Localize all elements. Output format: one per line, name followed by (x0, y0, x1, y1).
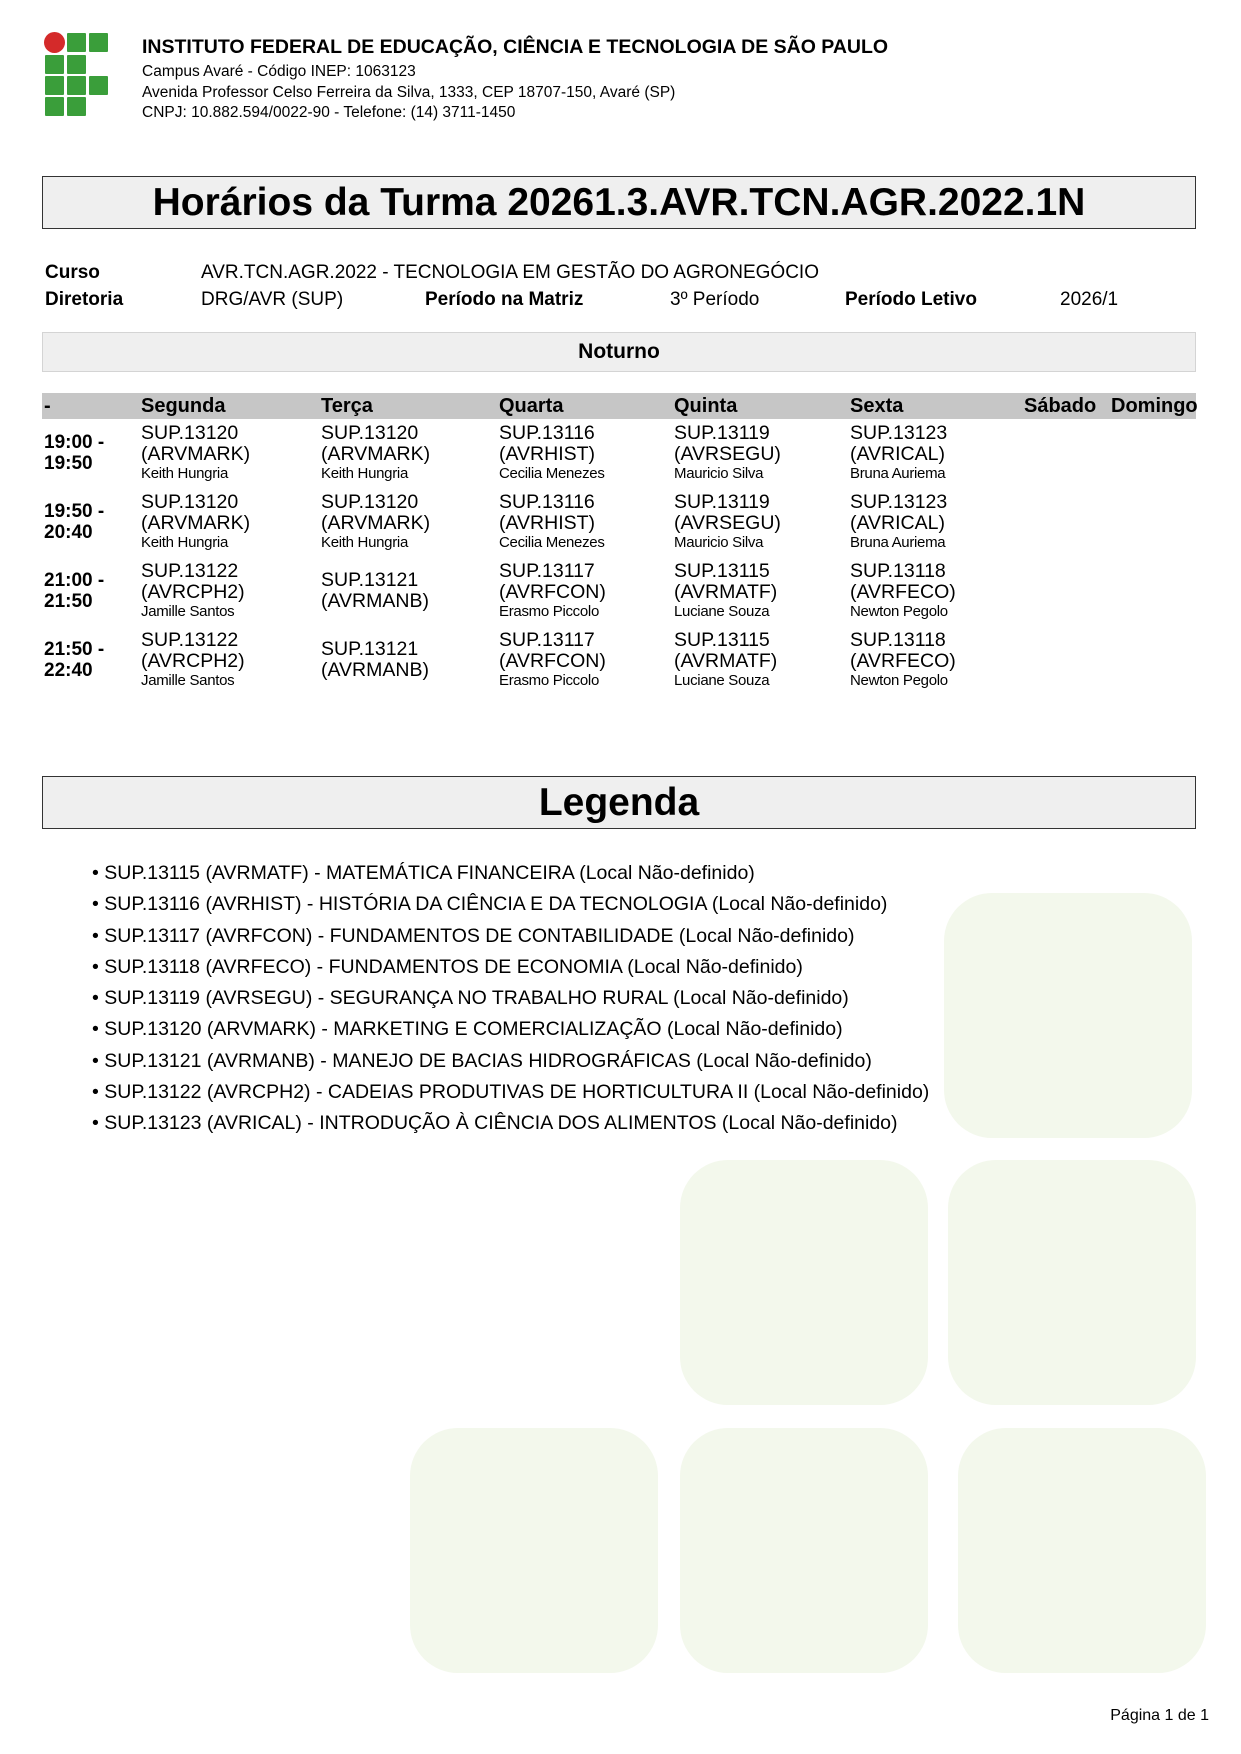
class-teacher: Newton Pegolo (850, 671, 948, 689)
class-teacher: Jamille Santos (141, 671, 235, 689)
page-title: Horários da Turma 20261.3.AVR.TCN.AGR.2022.1N (152, 181, 1086, 224)
class-teacher: Bruna Auriema (850, 533, 946, 551)
class-code: SUP.13117 (499, 628, 595, 651)
class-code: SUP.13115 (674, 559, 770, 582)
diretoria-value: DRG/AVR (SUP) (201, 289, 344, 310)
class-teacher: Erasmo Piccolo (499, 671, 600, 689)
periodo-letivo-value: 2026/1 (1060, 289, 1119, 310)
class-teacher: Keith Hungria (141, 464, 228, 482)
class-code: SUP.13120 (321, 421, 419, 444)
watermark-square (948, 1160, 1196, 1405)
class-code: SUP.13119 (674, 490, 770, 513)
logo-square (45, 97, 64, 116)
class-sigla: (ARVMARK) (321, 442, 431, 465)
logo-square (45, 76, 64, 95)
class-sigla: (ARVMARK) (321, 511, 431, 534)
class-sigla: (AVRSEGU) (674, 442, 781, 465)
header-cell-terca: Terça (319, 393, 497, 419)
class-teacher: Cecilia Menezes (499, 533, 605, 551)
institution-name: INSTITUTO FEDERAL DE EDUCAÇÃO, CIÊNCIA E TECNOLOGIA DE SÃO PAULO (142, 36, 889, 58)
header-cell-time: - (42, 393, 139, 419)
class-teacher: Mauricio Silva (674, 464, 764, 482)
class-teacher: Erasmo Piccolo (499, 602, 600, 620)
class-sigla: (AVRICAL) (850, 511, 945, 534)
header-cell-quinta: Quinta (672, 393, 848, 419)
time-slot-text: 20:40 (44, 521, 93, 543)
page-title-box (42, 176, 1196, 229)
header-cell-segunda: Segunda (139, 393, 319, 419)
class-sigla: (AVRHIST) (499, 442, 596, 465)
class-code: SUP.13117 (499, 559, 595, 582)
class-cell (319, 488, 497, 557)
address-line: Avenida Professor Celso Ferreira da Silva, 1333, CEP 18707-150, Avaré (SP) (142, 83, 676, 101)
class-code: SUP.13118 (850, 559, 946, 582)
class-sigla: (ARVMARK) (141, 442, 251, 465)
time-slot-cell (42, 419, 139, 488)
class-code: SUP.13120 (321, 490, 419, 513)
class-teacher: Mauricio Silva (674, 533, 764, 551)
class-teacher: Cecilia Menezes (499, 464, 605, 482)
class-cell (319, 557, 497, 626)
class-cell (319, 419, 497, 488)
legend-item: • SUP.13119 (AVRSEGU) - SEGURANÇA NO TRABALHO RURAL (Local Não-definido) (92, 987, 849, 1010)
class-sigla: (AVRMANB) (321, 589, 429, 612)
class-cell (497, 626, 672, 695)
class-cell (848, 557, 1022, 626)
class-cell (497, 488, 672, 557)
curso-value: AVR.TCN.AGR.2022 - TECNOLOGIA EM GESTÃO DO AGRONEGÓCIO (201, 262, 819, 283)
logo-square (67, 33, 86, 52)
legend-item: • SUP.13121 (AVRMANB) - MANEJO DE BACIAS HIDROGRÁFICAS (Local Não-definido) (92, 1049, 872, 1072)
time-slot-text: 21:00 - (44, 569, 105, 591)
class-cell (672, 557, 848, 626)
class-cell (1109, 557, 1196, 626)
legend-title: Legenda (538, 781, 700, 824)
class-code: SUP.13123 (850, 421, 948, 444)
class-code: SUP.13122 (141, 628, 239, 651)
watermark-square (680, 1160, 928, 1405)
header-cell-domingo: Domingo (1111, 395, 1198, 417)
class-cell (1022, 419, 1109, 488)
legend-item: • SUP.13116 (AVRHIST) - HISTÓRIA DA CIÊNCIA E DA TECNOLOGIA (Local Não-definido) (92, 893, 888, 916)
legend-title-box (42, 776, 1196, 829)
class-sigla: (AVRCPH2) (141, 649, 245, 672)
class-code: SUP.13121 (321, 637, 419, 660)
schedule-body (42, 419, 1196, 695)
logo-square (67, 76, 86, 95)
watermark-square (958, 1428, 1206, 1673)
class-sigla: (AVRICAL) (850, 442, 945, 465)
class-sigla: (AVRFCON) (499, 580, 606, 603)
header-cell-quarta: Quarta (497, 393, 672, 419)
institution-logo (44, 32, 110, 116)
class-teacher: Keith Hungria (321, 464, 408, 482)
table-row (42, 419, 1196, 488)
table-row (42, 557, 1196, 626)
table-row (42, 488, 1196, 557)
class-sigla: (AVRFECO) (850, 580, 956, 603)
class-sigla: (AVRFCON) (499, 649, 606, 672)
class-cell (848, 488, 1022, 557)
class-code: SUP.13121 (321, 568, 419, 591)
watermark-square (944, 893, 1192, 1138)
class-code: SUP.13118 (850, 628, 946, 651)
class-sigla: (AVRSEGU) (674, 511, 781, 534)
logo-square (67, 97, 86, 116)
class-cell (1022, 488, 1109, 557)
class-code: SUP.13120 (141, 421, 239, 444)
shift-label: Noturno (578, 340, 660, 363)
legend-item: • SUP.13115 (AVRMATF) - MATEMÁTICA FINANCEIRA (Local Não-definido) (92, 862, 755, 884)
class-cell (848, 626, 1022, 695)
class-cell (1109, 419, 1196, 488)
curso-label: Curso (45, 262, 100, 283)
diretoria-label: Diretoria (45, 289, 124, 310)
class-code: SUP.13123 (850, 490, 948, 513)
legend-item: • SUP.13120 (ARVMARK) - MARKETING E COMERCIALIZAÇÃO (Local Não-definido) (92, 1018, 843, 1041)
time-slot-text: 19:50 - (44, 500, 105, 522)
class-code: SUP.13122 (141, 559, 239, 582)
class-teacher: Luciane Souza (674, 671, 770, 689)
logo-square (67, 55, 86, 74)
table-row (42, 626, 1196, 695)
class-cell (139, 626, 319, 695)
class-code: SUP.13115 (674, 628, 770, 651)
schedule-header-row (42, 393, 1196, 419)
time-slot-cell (42, 557, 139, 626)
legend-item: • SUP.13117 (AVRFCON) - FUNDAMENTOS DE CONTABILIDADE (Local Não-definido) (92, 924, 855, 947)
class-teacher: Newton Pegolo (850, 602, 948, 620)
class-teacher: Luciane Souza (674, 602, 770, 620)
logo-square (45, 55, 64, 74)
class-cell (1109, 488, 1196, 557)
class-code: SUP.13116 (499, 421, 595, 444)
class-sigla: (AVRCPH2) (141, 580, 245, 603)
class-sigla: (ARVMARK) (141, 511, 251, 534)
class-code: SUP.13120 (141, 490, 239, 513)
class-cell (672, 419, 848, 488)
class-sigla: (AVRMATF) (674, 580, 778, 603)
time-slot-text: 21:50 (44, 590, 93, 612)
class-teacher: Jamille Santos (141, 602, 235, 620)
header-cell-sabado: Sábado (1022, 393, 1109, 419)
time-slot-text: 22:40 (44, 659, 93, 681)
logo-red-dot (44, 32, 65, 53)
schedule-table (42, 393, 1196, 695)
legend-item: • SUP.13123 (AVRICAL) - INTRODUÇÃO À CIÊNCIA DOS ALIMENTOS (Local Não-definido) (92, 1112, 898, 1135)
header-cell-sexta: Sexta (848, 393, 1022, 419)
watermark-square (680, 1428, 928, 1673)
class-cell (139, 419, 319, 488)
time-slot-text: 19:00 - (44, 431, 105, 453)
periodo-matriz-value: 3º Período (670, 289, 760, 310)
class-cell (139, 488, 319, 557)
logo-square (89, 76, 108, 95)
contact-line: CNPJ: 10.882.594/0022-90 - Telefone: (14) 3711-1450 (142, 104, 516, 121)
class-teacher: Keith Hungria (141, 533, 228, 551)
class-cell (672, 626, 848, 695)
class-cell (672, 488, 848, 557)
class-sigla: (AVRFECO) (850, 649, 956, 672)
class-cell (497, 557, 672, 626)
campus-line: Campus Avaré - Código INEP: 1063123 (142, 63, 416, 80)
class-teacher: Bruna Auriema (850, 464, 946, 482)
time-slot-cell (42, 626, 139, 695)
class-code: SUP.13116 (499, 490, 595, 513)
legend-item: • SUP.13118 (AVRFECO) - FUNDAMENTOS DE ECONOMIA (Local Não-definido) (92, 955, 803, 978)
class-sigla: (AVRHIST) (499, 511, 596, 534)
class-cell (848, 419, 1022, 488)
watermark-square (410, 1428, 658, 1673)
periodo-matriz-label: Período na Matriz (425, 289, 584, 310)
class-sigla: (AVRMANB) (321, 658, 429, 681)
periodo-letivo-label: Período Letivo (845, 289, 977, 310)
time-slot-text: 21:50 - (44, 638, 105, 660)
class-cell (1022, 557, 1109, 626)
shift-bar (42, 332, 1196, 372)
time-slot-cell (42, 488, 139, 557)
class-code: SUP.13119 (674, 421, 770, 444)
class-cell (139, 557, 319, 626)
logo-square (89, 33, 108, 52)
page-number: Página 1 de 1 (1110, 1707, 1209, 1724)
class-teacher: Keith Hungria (321, 533, 408, 551)
class-cell (1022, 626, 1109, 695)
class-sigla: (AVRMATF) (674, 649, 778, 672)
institution-header (142, 36, 888, 124)
class-cell (1109, 626, 1196, 695)
legend-item: • SUP.13122 (AVRCPH2) - CADEIAS PRODUTIVAS DE HORTICULTURA II (Local Não-definido) (92, 1081, 930, 1104)
legend-list (92, 858, 929, 1140)
class-cell (497, 419, 672, 488)
time-slot-text: 19:50 (44, 452, 93, 474)
class-cell (319, 626, 497, 695)
legend-items (92, 858, 929, 1140)
